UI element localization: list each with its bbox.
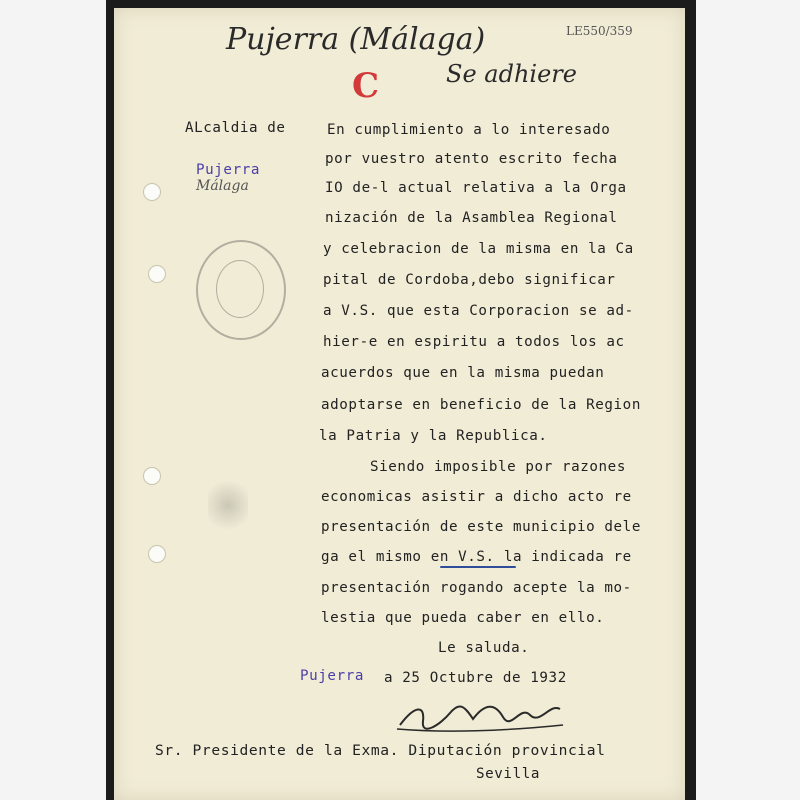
punch-hole [143, 183, 161, 201]
body-line: economicas asistir a dicho acto re [321, 489, 632, 505]
signature [395, 695, 565, 735]
body-line: presentación rogando acepte la mo- [321, 580, 632, 596]
archive-reference: LE550/359 [566, 24, 633, 38]
body-line: acuerdos que en la misma puedan [321, 365, 605, 381]
body-line: a V.S. que esta Corporacion se ad- [323, 303, 634, 319]
body-line: IO de-l actual relativa a la Orga [325, 180, 627, 196]
adhesion-note: Se adhiere [446, 60, 577, 88]
body-line: la Patria y la Republica. [319, 428, 548, 444]
body-line: adoptarse en beneficio de la Region [321, 397, 641, 413]
addressee-city: Sevilla [476, 766, 540, 778]
body-line: nización de la Asamblea Regional [325, 210, 618, 226]
closing-date: a 25 Octubre de 1932 [384, 670, 567, 686]
punch-hole [148, 265, 166, 283]
town-stamp: Pujerra [196, 162, 260, 178]
body-line: presentación de este municipio dele [321, 519, 641, 535]
salutation: Le saluda. [438, 640, 530, 656]
body-line: pital de Cordoba,debo significar [323, 272, 616, 288]
province-handwritten: Málaga [196, 178, 249, 194]
blue-underline [440, 566, 516, 568]
body-line: por vuestro atento escrito fecha [325, 151, 618, 167]
seal-inner-ring [216, 260, 264, 318]
body-line: Siendo imposible por razones [370, 459, 626, 475]
addressee-line: Sr. Presidente de la Exma. Diputación provincial [155, 742, 606, 759]
town-handwritten: Pujerra (Málaga) [226, 22, 486, 57]
ink-smudge [208, 475, 248, 535]
sender-label: ALcaldia de [185, 120, 286, 136]
body-line: ga el mismo en V.S. la indicada re [321, 549, 632, 565]
municipal-seal [196, 240, 286, 340]
punch-hole [148, 545, 166, 563]
closing-place: Pujerra [300, 668, 364, 684]
body-line: lestia que pueda caber en ello. [321, 610, 605, 626]
red-mark: C [352, 66, 380, 106]
body-line: hier-e en espiritu a todos los ac [323, 334, 625, 350]
body-line: En cumplimiento a lo interesado [327, 122, 611, 138]
punch-hole [143, 467, 161, 485]
body-line: y celebracion de la misma en la Ca [323, 241, 634, 257]
